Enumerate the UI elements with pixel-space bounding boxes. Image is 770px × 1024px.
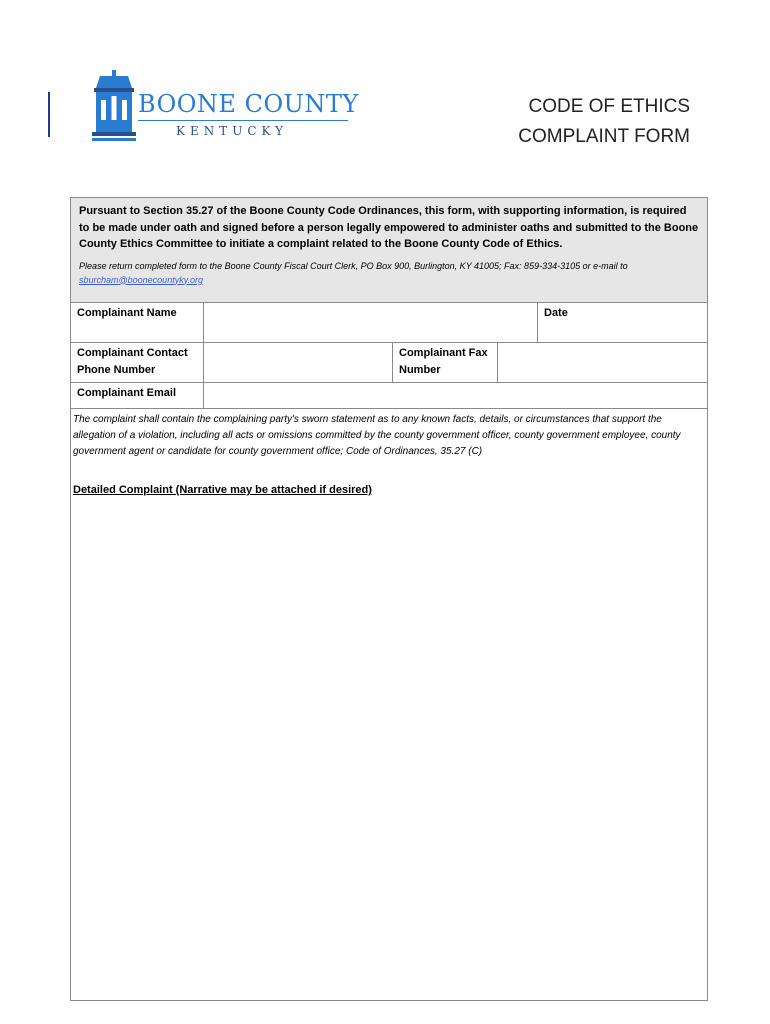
email-row [71,383,707,409]
logo-rule [138,120,348,121]
boone-county-logo [92,70,359,152]
detailed-complaint-area[interactable] [71,538,707,1000]
return-note: Please return completed form to the Boone County Fiscal Court Clerk, PO Box 900, Burlington, KY 41005; Fax: 859-334-3105 or e-mail to [79,260,628,271]
fax-number-field[interactable] [498,343,707,382]
intro-text: Pursuant to Section 35.27 of the Boone County Code Ordinances, this form, with supporting information, is required to be made under oath and signed before a person legally empowered to administer oaths and submitted to the Boone County Ethics Committee to initiate a complaint related to the Boone County Code of Ethics. [79,205,699,250]
intro-section [71,198,707,303]
contact-phone-field[interactable] [204,343,392,382]
detailed-complaint-heading: Detailed Complaint (Narrative may be attached if desired) [73,484,372,496]
form-title [518,92,690,152]
date-field[interactable] [538,303,707,342]
logo-name: BOONE COUNTY [138,90,359,118]
complainant-email-field[interactable] [204,383,707,408]
date-label: Date [544,307,568,319]
phone-row [71,343,707,383]
logo-subtitle: KENTUCKY [176,124,289,138]
form-title-line1: CODE OF ETHICS [528,96,690,117]
return-instructions [79,259,699,287]
clerk-email-link[interactable]: sburcham@boonecountyky.org [79,274,204,285]
courthouse-icon [92,70,136,148]
page-edge-mark [48,92,50,137]
complainant-email-label: Complainant Email [77,387,177,399]
fax-number-label: Complainant Fax Number [399,347,488,376]
complainant-name-field[interactable] [204,303,537,342]
form-title-line2: COMPLAINT FORM [518,126,690,147]
complainant-name-label: Complainant Name [77,307,177,319]
statement-requirement: The complaint shall contain the complaining party's sworn statement as to any known facts, details, or circumstances that support the allegation of a violation, including all acts or omissions committed by the county government officer, county government employee, county government agent or candidate for county government office; Code of Ordinances, 35.27 (C) [73,414,681,457]
name-row [71,303,707,343]
complaint-form [70,197,708,1001]
contact-phone-label: Complainant Contact Phone Number [77,347,188,376]
